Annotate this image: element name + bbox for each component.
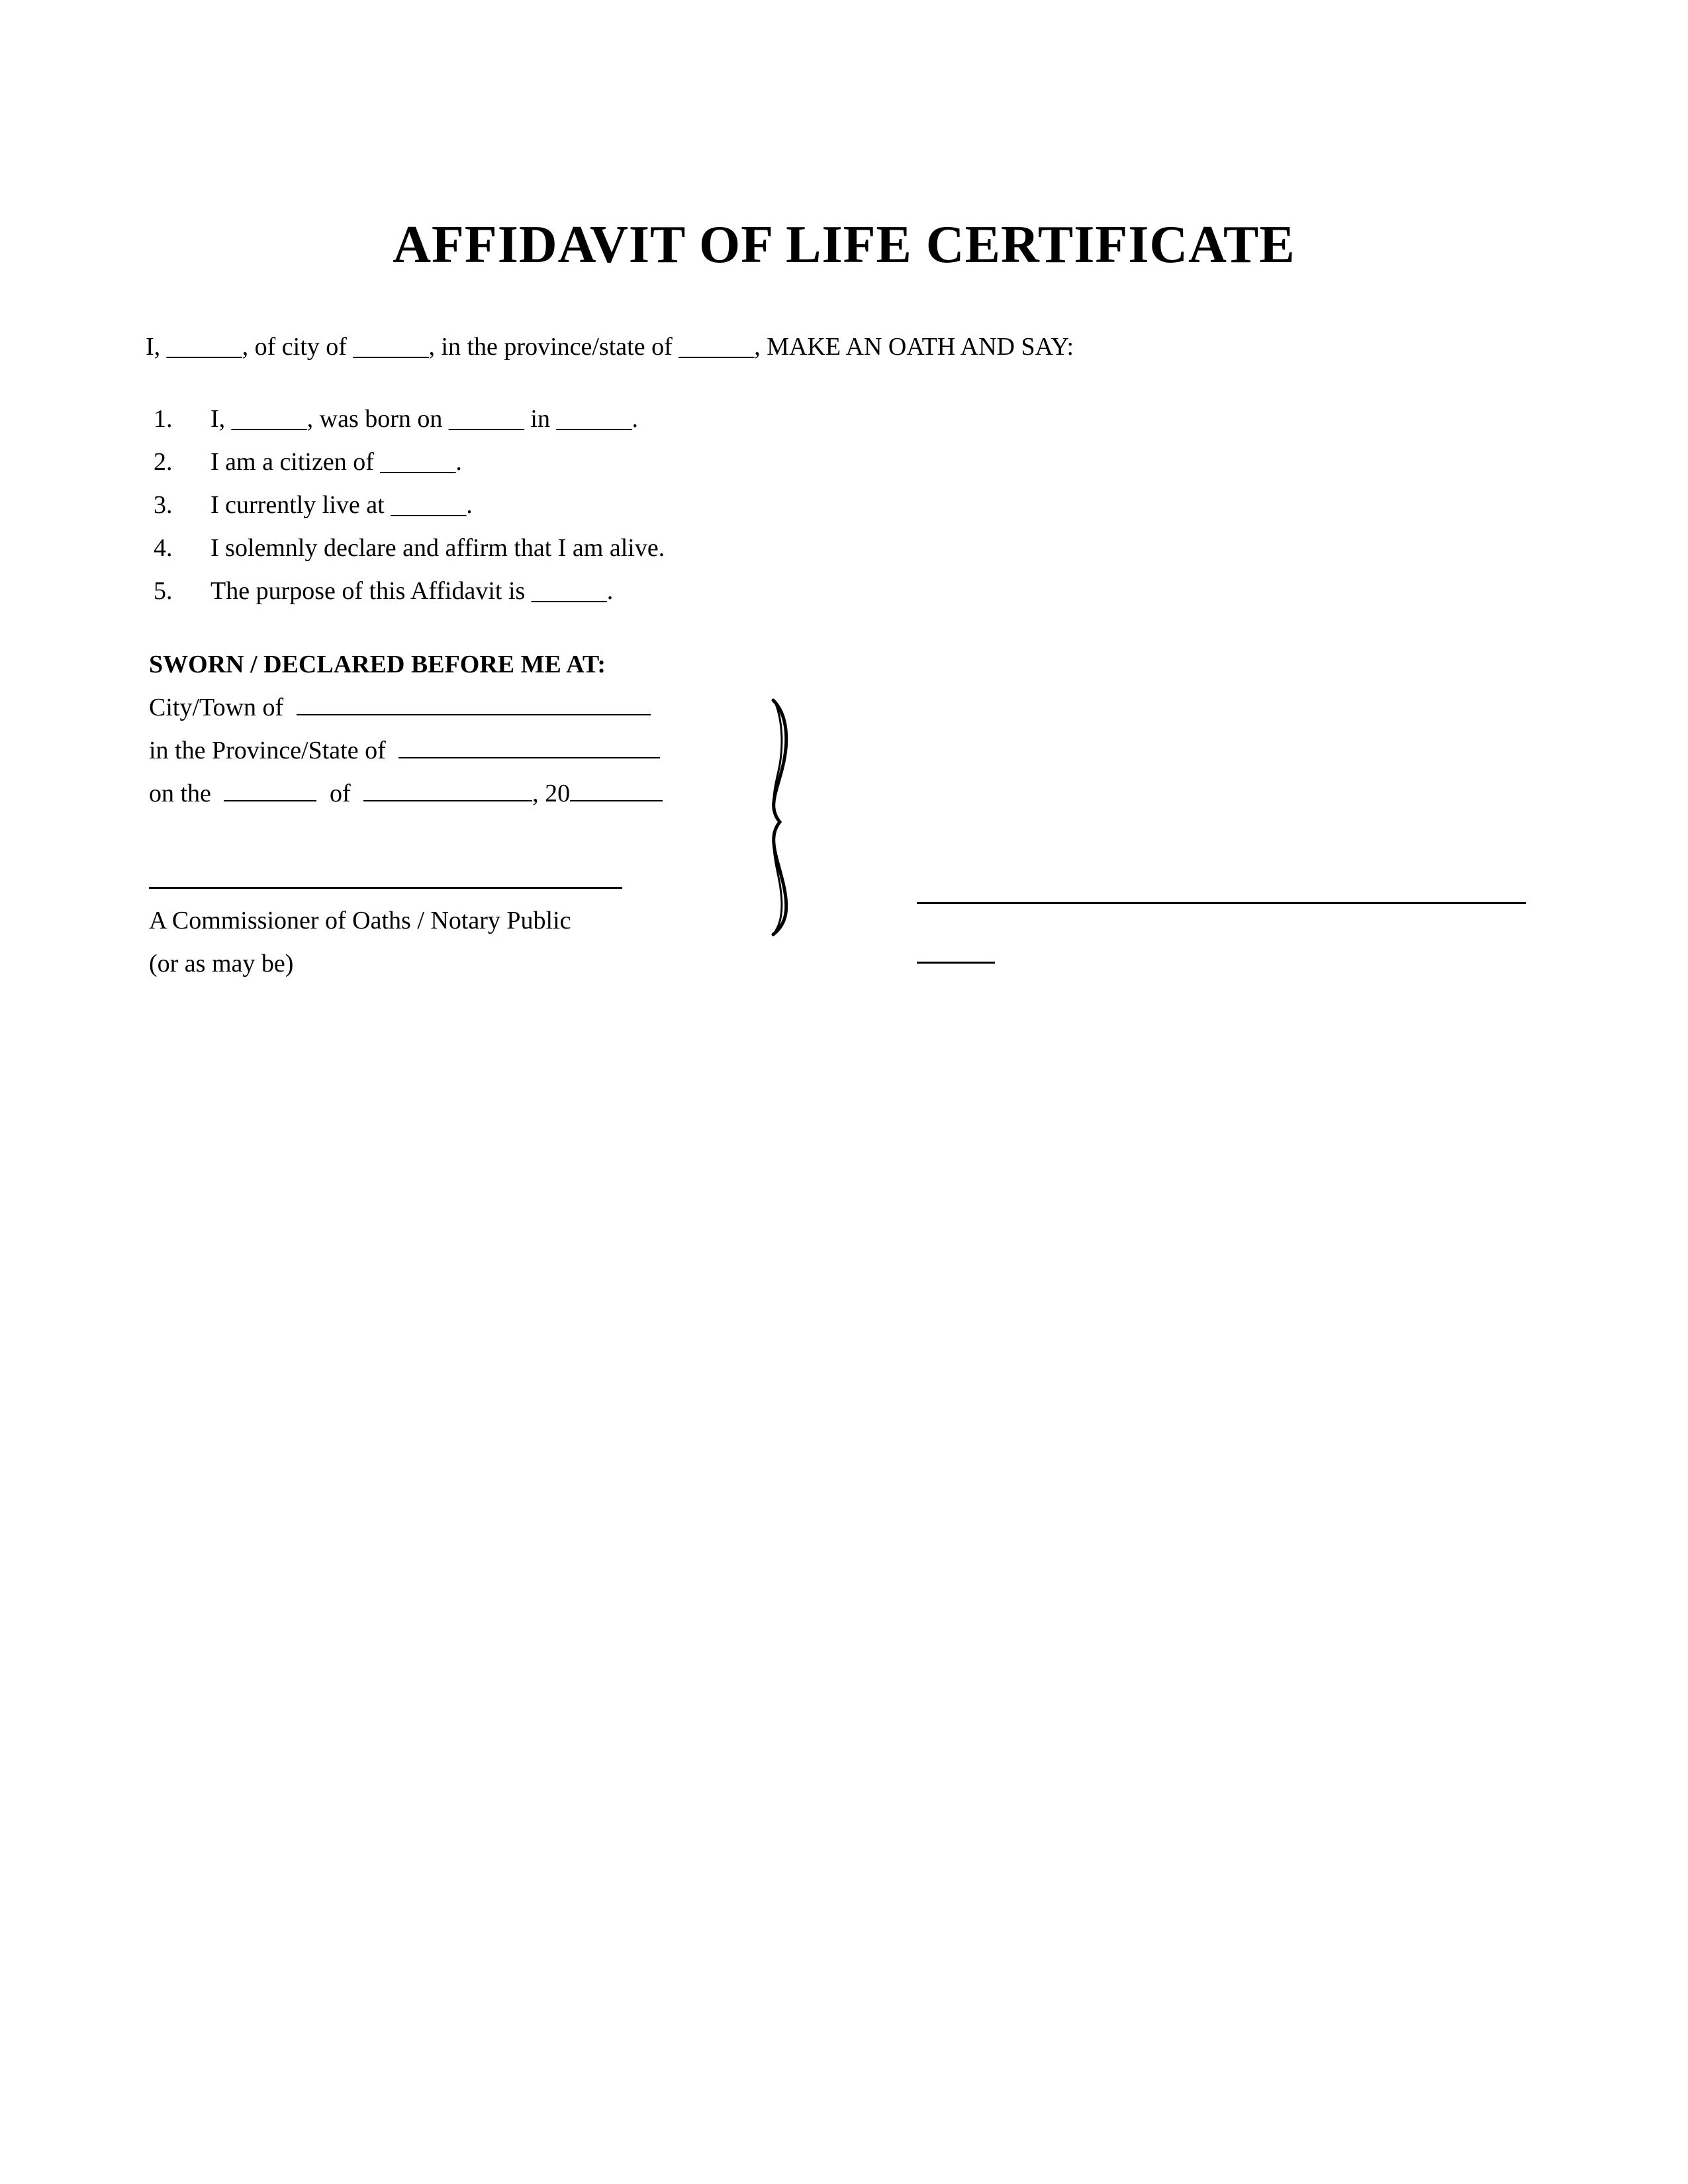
declaration-text: I solemnly declare and affirm that I am alive. [211, 534, 665, 562]
affiant-name-line[interactable] [917, 962, 995, 964]
declaration-text: I, ______, was born on ______ in ______. [211, 405, 638, 433]
city-label: City/Town of [149, 694, 284, 721]
declaration-number: 2. [154, 448, 173, 476]
year-blank[interactable] [570, 799, 663, 801]
jurat-date-row [149, 781, 663, 806]
day-blank[interactable] [224, 799, 316, 801]
declaration-text: I am a citizen of ______. [211, 448, 462, 476]
declaration-number: 1. [154, 405, 173, 433]
declaration-number: 3. [154, 491, 173, 519]
declaration-number: 5. [154, 577, 173, 605]
declaration-text: I currently live at ______. [211, 491, 473, 519]
jurat-city-row [149, 695, 651, 720]
jurat-heading: SWORN / DECLARED BEFORE ME AT: [149, 651, 606, 678]
curly-brace-icon [741, 695, 808, 940]
declaration-number: 4. [154, 534, 173, 562]
declaration-text: The purpose of this Affidavit is ______. [211, 577, 614, 605]
month-blank[interactable] [363, 799, 532, 801]
province-blank[interactable] [399, 756, 660, 758]
date-on-label: on the [149, 780, 211, 807]
commissioner-caption: A Commissioner of Oaths / Notary Public [149, 907, 571, 934]
city-blank[interactable] [297, 713, 651, 715]
commissioner-note: (or as may be) [149, 950, 294, 978]
page-title: AFFIDAVIT OF LIFE CERTIFICATE [393, 216, 1295, 274]
jurat-province-row [149, 738, 660, 763]
year-prefix-label: , 20 [532, 780, 571, 807]
intro-statement: I, ______, of city of ______, in the province/state of ______, MAKE AN OATH AND SAY: [146, 333, 1074, 361]
province-label: in the Province/State of [149, 737, 386, 764]
affiant-signature-line[interactable] [917, 902, 1526, 904]
date-of-label: of [329, 780, 351, 807]
commissioner-signature-line[interactable] [149, 887, 622, 889]
